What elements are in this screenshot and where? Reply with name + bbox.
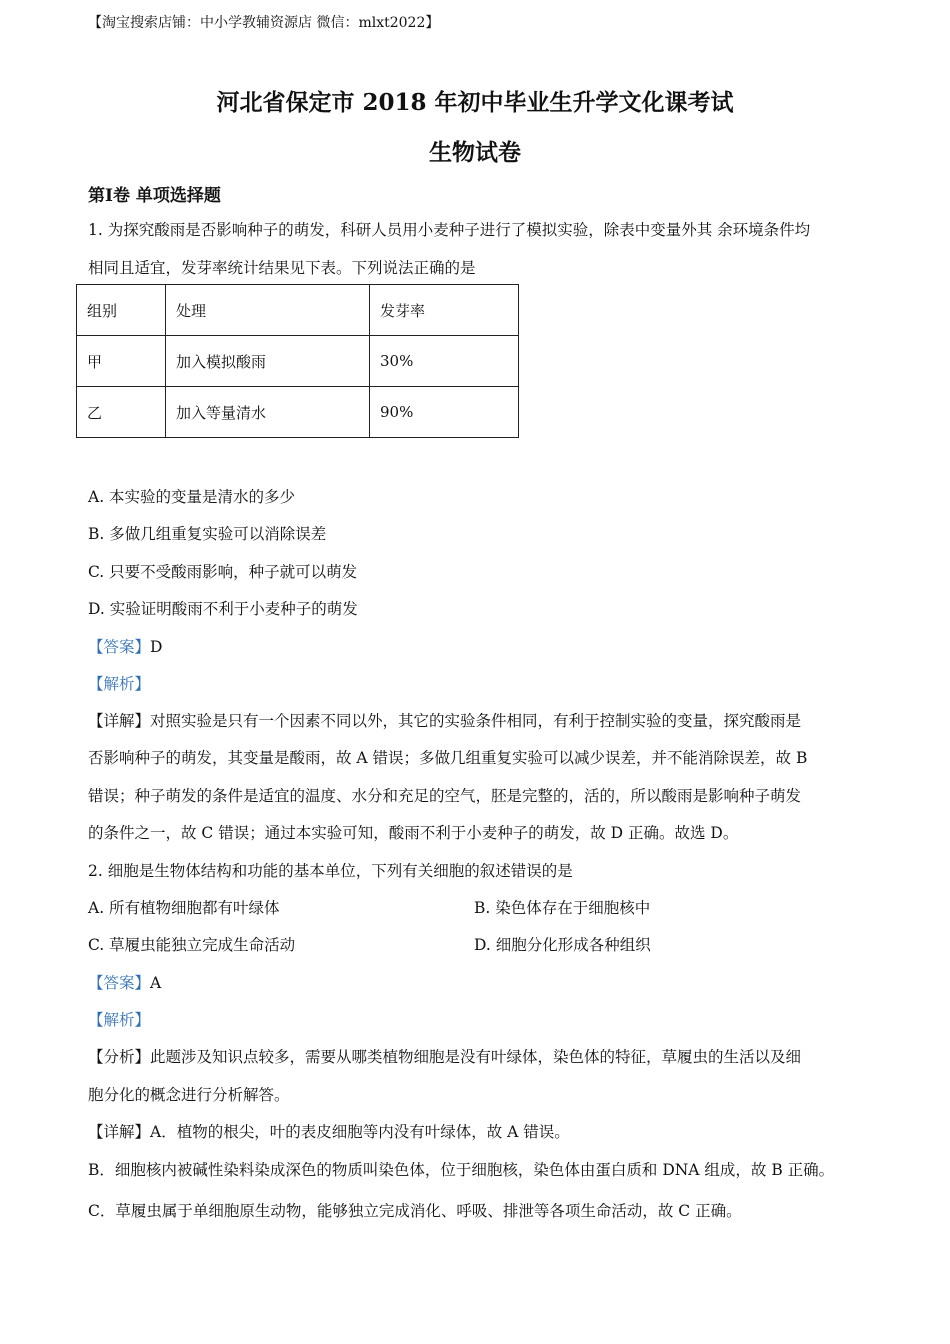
shop-header: 【淘宝搜索店铺：中小学教辅资源店 微信：mlxt2022】 bbox=[88, 15, 440, 31]
detail-label: 【详解】 bbox=[88, 712, 151, 730]
q1-detail-line1 bbox=[88, 709, 801, 731]
q2-fenxi-line1 bbox=[88, 1045, 801, 1067]
detail-text: A．植物的根尖，叶的表皮细胞等内没有叶绿体，故 A 错误。 bbox=[150, 1123, 570, 1141]
q1-option-c: C. 只要不受酸雨影响，种子就可以萌发 bbox=[88, 563, 358, 581]
table-cell: 乙 bbox=[77, 387, 166, 438]
fenxi-label: 【分析】 bbox=[88, 1048, 151, 1066]
table-cell: 甲 bbox=[77, 336, 166, 387]
answer-value: A bbox=[150, 974, 162, 992]
q1-stem-line2: 相同且适宜，发芽率统计结果见下表。下列说法正确的是 bbox=[88, 259, 476, 277]
q2-option-a: A. 所有植物细胞都有叶绿体 bbox=[88, 899, 280, 917]
q1-data-table bbox=[76, 284, 519, 438]
q1-detail-line3: 错误；种子萌发的条件是适宜的温度、水分和充足的空气，胚是完整的，活的，所以酸雨是影响种子萌发 bbox=[88, 787, 802, 805]
table-header-cell: 组别 bbox=[77, 285, 166, 336]
q1-answer bbox=[88, 635, 162, 657]
q1-option-b: B. 多做几组重复实验可以消除误差 bbox=[88, 525, 327, 543]
answer-label: 【答案】 bbox=[88, 974, 151, 992]
q1-analysis-label: 【解析】 bbox=[88, 675, 151, 693]
table-cell: 90% bbox=[370, 387, 519, 438]
q2-option-c: C. 草履虫能独立完成生命活动 bbox=[88, 936, 296, 954]
q1-stem-line1: 1. 为探究酸雨是否影响种子的萌发，科研人员用小麦种子进行了模拟实验，除表中变量外其 余环境条件均 bbox=[88, 221, 811, 239]
q1-option-a: A. 本实验的变量是清水的多少 bbox=[88, 488, 296, 506]
q2-stem: 2. 细胞是生物体结构和功能的基本单位，下列有关细胞的叙述错误的是 bbox=[88, 862, 573, 880]
table-row bbox=[77, 387, 519, 438]
table-header-cell: 处理 bbox=[166, 285, 370, 336]
detail-label: 【详解】 bbox=[88, 1123, 151, 1141]
table-header-row bbox=[77, 285, 519, 336]
table-cell: 加入等量清水 bbox=[166, 387, 370, 438]
fenxi-text: 此题涉及知识点较多，需要从哪类植物细胞是没有叶绿体，染色体的特征，草履虫的生活以及细 bbox=[150, 1048, 802, 1066]
exam-title: 河北省保定市 2018 年初中毕业生升学文化课考试 bbox=[216, 89, 734, 116]
table-cell: 加入模拟酸雨 bbox=[166, 336, 370, 387]
q1-detail-line4: 的条件之一，故 C 错误；通过本实验可知，酸雨不利于小麦种子的萌发，故 D 正确。故选 D。 bbox=[88, 824, 739, 842]
q2-analysis-label: 【解析】 bbox=[88, 1011, 151, 1029]
detail-text: 对照实验是只有一个因素不同以外，其它的实验条件相同，有利于控制实验的变量，探究酸雨是 bbox=[150, 712, 802, 730]
q1-option-d: D. 实验证明酸雨不利于小麦种子的萌发 bbox=[88, 600, 358, 618]
table-cell: 30% bbox=[370, 336, 519, 387]
section-heading: 第Ⅰ卷 单项选择题 bbox=[88, 186, 221, 206]
q2-detail-b: B．细胞核内被碱性染料染成深色的物质叫染色体，位于细胞核，染色体由蛋白质和 DNA 组成，故 B 正确。 bbox=[88, 1161, 835, 1179]
q2-fenxi-line2: 胞分化的概念进行分析解答。 bbox=[88, 1086, 290, 1104]
q2-option-d: D. 细胞分化形成各种组织 bbox=[474, 936, 651, 954]
q2-option-b: B. 染色体存在于细胞核中 bbox=[474, 899, 651, 917]
exam-subtitle: 生物试卷 bbox=[429, 139, 521, 166]
answer-label: 【答案】 bbox=[88, 638, 151, 656]
q2-answer bbox=[88, 971, 161, 993]
answer-value: D bbox=[150, 638, 163, 656]
q1-detail-line2: 否影响种子的萌发，其变量是酸雨，故 A 错误；多做几组重复实验可以减少误差，并不能消除误差，故 B bbox=[88, 749, 808, 767]
table-row bbox=[77, 336, 519, 387]
q2-detail-a bbox=[88, 1120, 570, 1142]
q2-detail-c: C．草履虫属于单细胞原生动物，能够独立完成消化、呼吸、排泄等各项生命活动，故 C 正确。 bbox=[88, 1202, 742, 1220]
table-header-cell: 发芽率 bbox=[370, 285, 519, 336]
